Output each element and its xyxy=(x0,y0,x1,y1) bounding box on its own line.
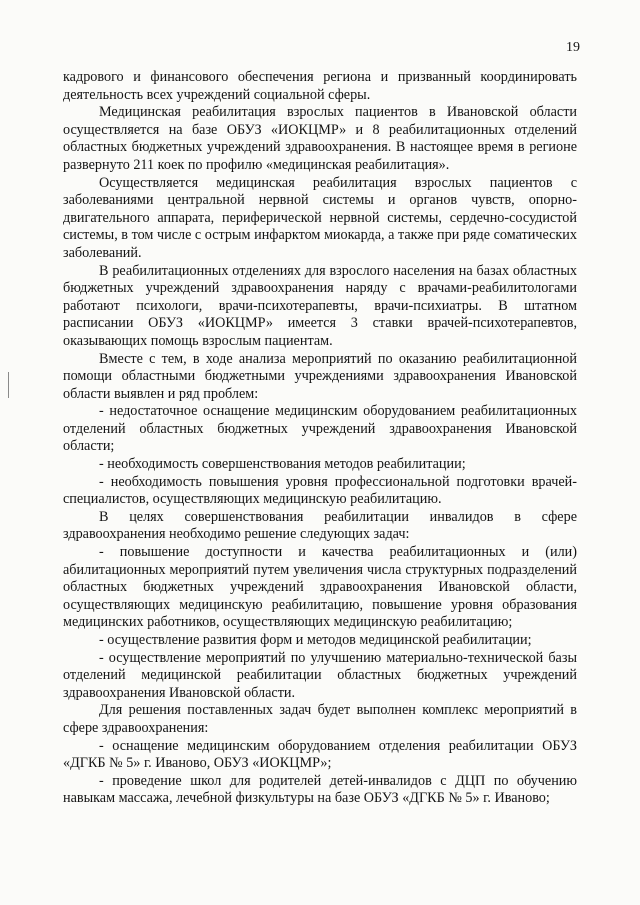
list-item: - осуществление развития форм и методов медицинской реабилитации; xyxy=(99,632,532,648)
list-item: - осуществление мероприятий по улучшению материально-технической базы отделений медицинской реабилитации областных бюджетных учреждений здравоохранения Ивановской области. xyxy=(63,649,577,701)
list-item: - повышение доступности и качества реабилитационных и (или) абилитационных мероприятий путем увеличения числа структурных подразделений областных бюджетных учреждений здравоохранения Ивановской области, осуществляющих медицинскую реабилитацию, повышение уровня образования медицинских работников, осуществляющих медицинскую реабилитацию; xyxy=(63,544,577,631)
list-item: - необходимость повышения уровня профессиональной подготовки врачей-специалистов, осуществляющих медицинскую реабилитацию. xyxy=(63,473,577,508)
margin-mark xyxy=(8,372,9,398)
page-number: 19 xyxy=(566,40,580,55)
paragraph: Вместе с тем, в ходе анализа мероприятий по оказанию реабилитационной помощи областными бюджетными учреждениями здравоохранения Ивановской области выявлен и ряд проблем: xyxy=(63,350,577,402)
body-text xyxy=(63,69,577,808)
paragraph: Медицинская реабилитация взрослых пациентов в Ивановской области осуществляется на базе ОБУЗ «ИОКЦМР» и 8 реабилитационных отделений областных бюджетных учреждений здравоохранения. В настоящее время в регионе развернуто 211 коек по профилю «медицинская реабилитация». xyxy=(63,104,577,173)
paragraph: В реабилитационных отделениях для взрослого населения на базах областных бюджетных учреждений здравоохранения наряду с врачами-реабилитологами работают психологи, врачи-психотерапевты, врачи-психиатры. В штатном расписании ОБУЗ «ИОКЦМР» имеется 3 ставки врачей-психотерапевтов, оказывающих помощь взрослым пациентам. xyxy=(63,262,577,349)
list-item: - недостаточное оснащение медицинским оборудованием реабилитационных отделений областных бюджетных учреждений здравоохранения Ивановской области; xyxy=(63,403,577,455)
paragraph: Для решения поставленных задач будет выполнен комплекс мероприятий в сфере здравоохранения: xyxy=(63,702,577,736)
paragraph: В целях совершенствования реабилитации инвалидов в сфере здравоохранения необходимо решение следующих задач: xyxy=(63,508,577,543)
paragraph: кадрового и финансового обеспечения региона и призванный координировать деятельность всех учреждений социальной сферы. xyxy=(63,69,577,103)
list-item: - оснащение медицинским оборудованием отделения реабилитации ОБУЗ «ДГКБ № 5» г. Иваново, ОБУЗ «ИОКЦМР»; xyxy=(63,737,577,772)
list-item: - необходимость совершенствования методов реабилитации; xyxy=(99,456,466,473)
list-item: - проведение школ для родителей детей-инвалидов с ДЦП по обучению навыкам массажа, лечебной физкультуры на базе ОБУЗ «ДГКБ № 5» г. Иваново; xyxy=(63,772,577,807)
paragraph: Осуществляется медицинская реабилитация взрослых пациентов с заболеваниями центральной нервной системы и органов чувств, опорно-двигательного аппарата, периферической нервной системы, сердечно-сосудистой системы, в том числе с острым инфарктом миокарда, а также при ряде соматических заболеваний. xyxy=(63,174,577,261)
